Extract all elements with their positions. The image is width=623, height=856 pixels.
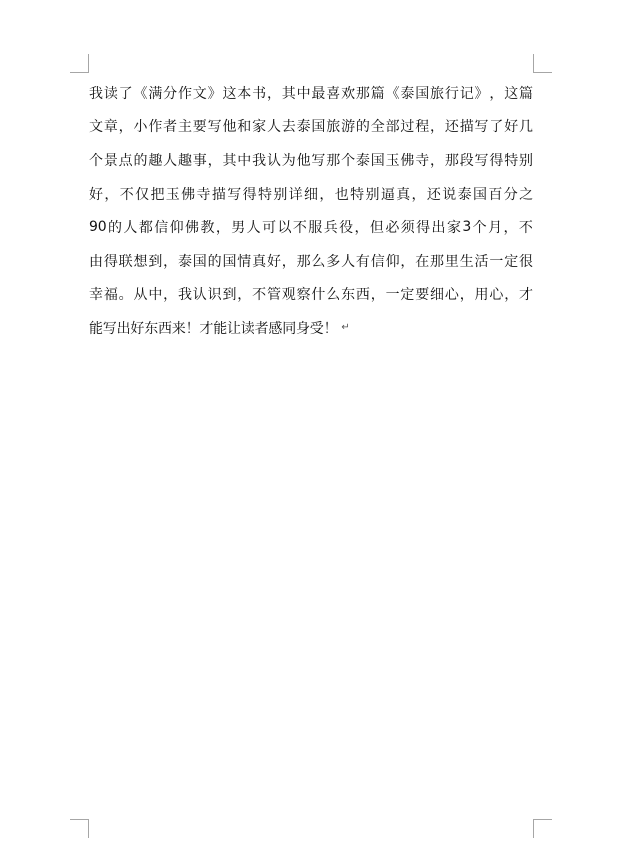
text-line: 个 景 点 的 趣 人 趣 事 ， 其 中 我 认 为 他 写 那 个 泰 国 玉 佛 寺 ， 那 段 写 得 特 别 xyxy=(89,152,533,169)
margin-corner-top-right xyxy=(533,54,552,73)
body-paragraph[interactable] xyxy=(89,76,533,345)
text-line: 由 得 联 想 到 ， 泰 国 的 国 情 真 好 ， 那 么 多 人 有 信 仰 ， 在 那 里 生 活 一 定 很 xyxy=(89,253,533,270)
text-line: 幸 福 。 从 中 ， 我 认 识 到 ， 不 管 观 察 什 么 东 西 ， 一 定 要 细 心 ， 用 心 ， 才 xyxy=(89,287,533,304)
text-line: 文 章 ， 小 作 者 主 要 写 他 和 家 人 去 泰 国 旅 游 的 全 部 过 程 ， 还 描 写 了 好 几 xyxy=(89,119,533,136)
text-line-last: 能写出好东西来！才能让读者感同身受！ ↵ xyxy=(89,320,350,337)
text-line: 90 的 人 都 信 仰 佛 教 ， 男 人 可 以 不 服 兵 役 ， 但 必 须 得 出 家 3 个 月 ， 不 xyxy=(89,219,533,237)
margin-corner-bottom-left xyxy=(70,819,89,838)
paragraph-mark-icon: ↵ xyxy=(341,322,350,334)
text-line: 好 ， 不 仅 把 玉 佛 寺 描 写 得 特 别 详 细 ， 也 特 别 逼 真 ， 还 说 泰 国 百 分 之 xyxy=(89,186,533,203)
margin-corner-top-left xyxy=(70,54,89,73)
margin-corner-bottom-right xyxy=(533,819,552,838)
text-line: 我 读 了 《 满 分 作 文 》 这 本 书 ， 其 中 最 喜 欢 那 篇 《 泰 国 旅 行 记 》 ， 这 篇 xyxy=(89,85,533,102)
